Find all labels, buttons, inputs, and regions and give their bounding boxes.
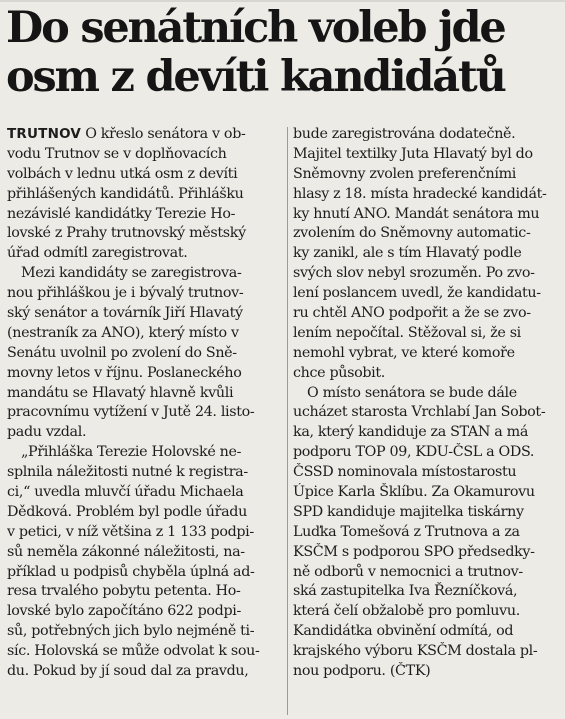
text-line: splnila náležitosti nutné k registra- (7, 464, 248, 481)
text-line: ně odborů v nemocnici a trutnov- (293, 563, 523, 580)
text-line: (nestraník za ANO), který místo v (7, 324, 239, 341)
text-line: nou přihláškou je i bývalý trutnov- (7, 285, 244, 302)
text-fragment: O křeslo senátora v ob- (81, 126, 246, 142)
text-line: du. Pokud by jí soud dal za pravdu, (7, 663, 249, 680)
text-line: ská zastupitelka Iva Řezníčková, (293, 583, 518, 600)
text-line: movny letos v říjnu. Poslaneckého (7, 364, 242, 381)
text-line: nou podporu. (ČTK) (293, 663, 431, 680)
text-line: KSČM s podporou SPO předsedky- (293, 543, 535, 560)
text-line: sů neměla zákonné náležitosti, na- (7, 543, 245, 560)
text-line: úřad odmítl zaregistrovat. (7, 245, 188, 262)
text-line: nemohl vybrat, ve které komoře (293, 344, 515, 361)
text-line (7, 125, 284, 145)
text-line: sů, potřebných jich bylo nejméně ti- (7, 623, 255, 640)
column-divider (287, 127, 288, 715)
dateline: TRUTNOV (7, 126, 82, 142)
text-line: ru chtěl ANO podpořit a že se zvo- (293, 305, 531, 322)
text-line: mandátu se Hlavatý hlavně kvůli (7, 384, 234, 401)
text-line: Senátu uvolnil po zvolení do Sně- (7, 344, 237, 361)
text-line: chce působit. (293, 364, 385, 381)
text-line: O místo senátora se bude dále (307, 384, 517, 401)
text-line: lením nepočítal. Stěžoval si, že si (293, 324, 521, 341)
text-line: Úpice Karla Šklíbu. Za Okamurovu (293, 484, 535, 501)
text-line: Sněmovny zvolen preferenčními (293, 165, 517, 182)
text-line: ka, který kandiduje za STAN a má (293, 424, 528, 441)
headline-line-1: Do senátních voleb jde (6, 3, 505, 53)
article-column-left (7, 125, 284, 682)
text-line: ci,“ uvedla mluvčí úřadu Michaela (7, 484, 244, 501)
text-line: podporu TOP 09, KDU-ČSL a ODS. (293, 444, 535, 461)
text-line: lení poslancem uvedl, že kandidatu- (293, 285, 541, 302)
text-line: „Přihláška Terezie Holovské ne- (21, 444, 242, 461)
text-line: resa trvalého pobytu petenta. Ho- (7, 583, 241, 600)
text-line: krajského výboru KSČM dostala pl- (293, 643, 538, 660)
text-line: ČSSD nominovala místostarostu (293, 464, 517, 481)
text-line: nezávislé kandidátky Terezie Ho- (7, 205, 236, 222)
text-line: ky hnutí ANO. Mandát senátora mu (293, 205, 540, 222)
text-line: Mezi kandidáty se zaregistrova- (21, 265, 242, 282)
text-line: bude zaregistrována dodatečně. (293, 126, 516, 142)
text-line: v petici, v níž většina z 1 133 podpi- (7, 523, 254, 540)
text-line: pracovnímu vytížení v Jutě 24. listo- (7, 404, 255, 421)
headline-line-2: osm z devíti kandidátů (6, 52, 505, 102)
text-line: padu vzdal. (7, 424, 87, 441)
text-line: svých slov nebyl srozuměn. Po zvo- (293, 265, 535, 282)
text-line: zvolením do Sněmovny automatic- (293, 225, 531, 242)
text-line: ucházet starosta Vrchlabí Jan Sobot- (293, 404, 546, 421)
text-line: hlasy z 18. místa hradecké kandidát- (293, 185, 547, 202)
text-line: vodu Trutnov se v doplňovacích (7, 145, 227, 162)
text-line: volbách v lednu utká osm z devíti (7, 165, 238, 182)
text-line: lovské z Prahy trutnovský městský (7, 225, 246, 242)
text-line: ky zanikl, ale s tím Hlavatý podle (293, 245, 522, 262)
text-line: Dědková. Problém byl podle úřadu (7, 503, 247, 520)
top-edge (0, 0, 565, 2)
article-headline (6, 4, 559, 102)
text-line: Majitel textilky Juta Hlavatý byl do (293, 145, 533, 162)
text-line: síc. Holovská se může odvolat k sou- (7, 643, 260, 660)
text-line: ský senátor a továrník Jiří Hlavatý (7, 305, 243, 322)
article-column-right (293, 125, 559, 682)
text-line: lovské bylo započítáno 622 podpi- (7, 603, 241, 620)
text-line: která čelí obžalobě pro pomluvu. (293, 603, 520, 620)
text-line: SPD kandiduje majitelka tiskárny (293, 503, 524, 520)
text-line: přihlášených kandidátů. Přihlášku (7, 185, 244, 202)
text-line: Luďka Tomešová z Trutnova a za (293, 523, 520, 540)
text-line: Kandidátka obviněnı́ odmítá, od (293, 623, 514, 640)
text-line: příklad u podpisů chyběla úplná ad- (7, 563, 255, 580)
